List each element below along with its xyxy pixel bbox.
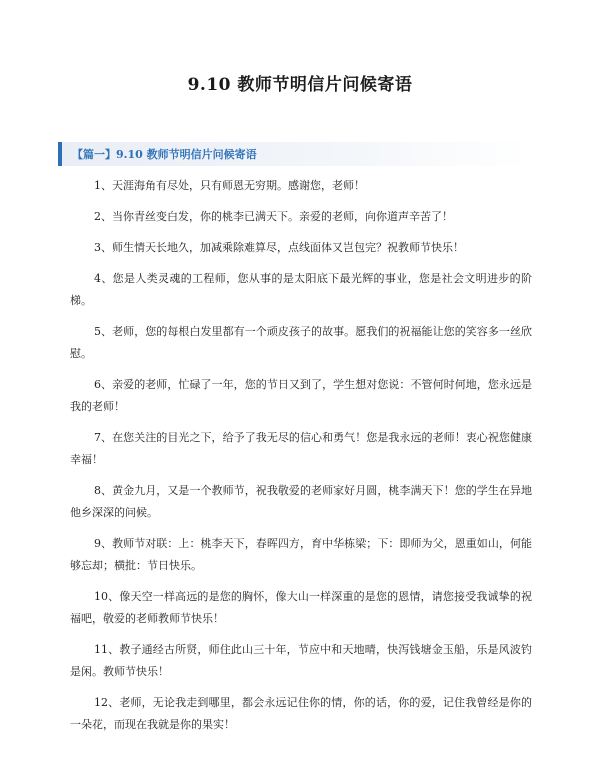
list-item: 7、在您关注的目光之下，给予了我无尽的信心和勇气！您是我永远的老师！衷心祝您健康幸福！ bbox=[70, 431, 532, 466]
list-item: 9、教师节对联：上：桃李天下，春晖四方，育中华栋梁；下：即师为父，恩重如山，何能够忘却；横批：节日快乐。 bbox=[70, 537, 532, 572]
list-item: 8、黄金九月，又是一个教师节，祝我敬爱的老师家好月圆，桃李满天下！您的学生在异地他乡深深的问候。 bbox=[70, 484, 532, 519]
list-item: 3、师生情天长地久，加减乘除难算尽，点线面体又岂包完？祝教师节快乐！ bbox=[94, 241, 464, 254]
list-item: 11、教子通经古所贤，师住此山三十年，节应中和天地晴，快泻钱塘金玉船，乐是风波钓是闲。教师节快乐！ bbox=[70, 643, 532, 678]
section-title: 【篇一】9.10 教师节明信片问候寄语 bbox=[72, 148, 257, 161]
section-header bbox=[58, 142, 530, 166]
list-item: 10、像天空一样高远的是您的胸怀，像大山一样深重的是您的恩情，请您接受我诚挚的祝福吧，敬爱的老师教师节快乐！ bbox=[70, 590, 532, 625]
list-item: 2、当你青丝变白发，你的桃李已满天下。亲爱的老师，向你道声辛苦了！ bbox=[94, 210, 453, 223]
list-item: 4、您是人类灵魂的工程师，您从事的是太阳底下最光辉的事业，您是社会文明进步的阶梯。 bbox=[70, 272, 532, 307]
list-item: 1、天涯海角有尽处，只有师恩无穷期。感谢您，老师！ bbox=[94, 179, 365, 192]
page-title: 9.10 教师节明信片问候寄语 bbox=[187, 75, 413, 95]
list-item: 6、亲爱的老师，忙碌了一年，您的节日又到了，学生想对您说：不管何时何地，您永远是我的老师！ bbox=[70, 378, 532, 413]
greeting-list bbox=[70, 175, 532, 745]
list-item: 5、老师，您的每根白发里都有一个顽皮孩子的故事。愿我们的祝福能让您的笑容多一丝欣慰。 bbox=[70, 325, 532, 360]
list-item: 12、老师，无论我走到哪里，都会永远记住你的情，你的话，你的爱，记住我曾经是你的一朵花，而现在我就是你的果实！ bbox=[70, 696, 532, 731]
